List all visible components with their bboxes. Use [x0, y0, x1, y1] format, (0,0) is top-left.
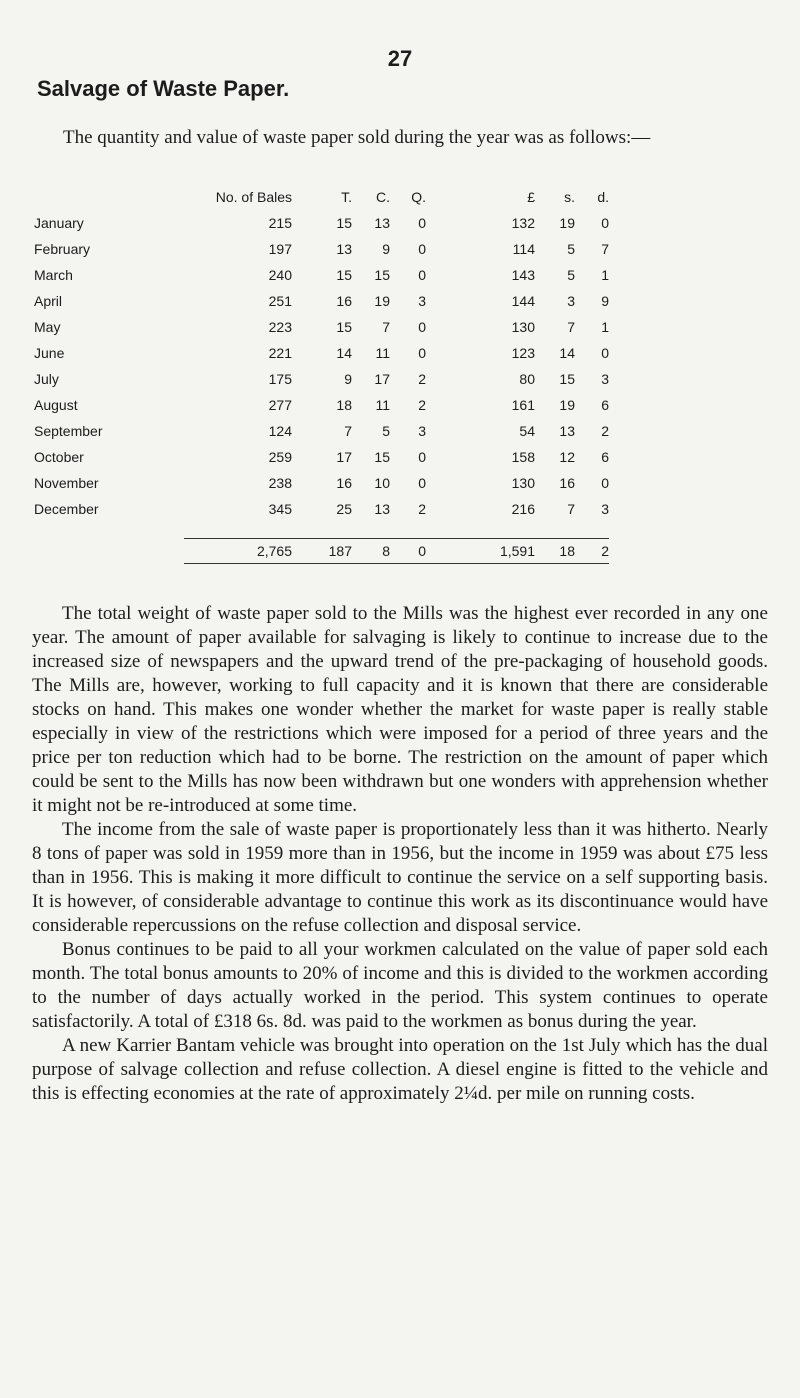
cell-pence: 9 — [601, 293, 609, 309]
cell-shillings: 19 — [559, 215, 575, 231]
cell-tons: 25 — [336, 501, 352, 517]
cell-cwt: 13 — [374, 501, 390, 517]
cell-pence: 1 — [601, 267, 609, 283]
cell-pounds: 80 — [519, 371, 535, 387]
cell-shillings: 7 — [567, 501, 575, 517]
cell-pounds: 130 — [511, 319, 535, 335]
cell-month: June — [34, 345, 65, 361]
cell-month: March — [34, 267, 73, 283]
cell-bales: 345 — [268, 501, 292, 517]
cell-bales: 277 — [268, 397, 292, 413]
cell-cwt: 5 — [382, 423, 390, 439]
cell-tons: 16 — [336, 293, 352, 309]
cell-pence: 6 — [601, 449, 609, 465]
cell-qtr: 2 — [418, 397, 426, 413]
cell-pounds: 144 — [511, 293, 535, 309]
cell-qtr: 3 — [418, 293, 426, 309]
table-row — [28, 470, 609, 496]
table-row — [28, 314, 609, 340]
cell-shillings: 5 — [567, 241, 575, 257]
cell-qtr: 0 — [418, 345, 426, 361]
cell-bales: 238 — [268, 475, 292, 491]
cell-tons: 15 — [336, 215, 352, 231]
table-body — [28, 210, 609, 522]
cell-bales: 251 — [268, 293, 292, 309]
total-cwt: 8 — [352, 539, 390, 564]
cell-shillings: 7 — [567, 319, 575, 335]
cell-shillings: 3 — [567, 293, 575, 309]
cell-qtr: 2 — [418, 371, 426, 387]
cell-bales: 175 — [268, 371, 292, 387]
cell-qtr: 2 — [418, 501, 426, 517]
header-tons: T. — [341, 189, 352, 205]
cell-pence: 1 — [601, 319, 609, 335]
cell-cwt: 11 — [375, 397, 390, 413]
paragraph-3: Bonus continues to be paid to all your workmen calculated on the value of paper sold each month. The total bonus amounts to 20% of income and this is divided to the workmen according to the number of days actually worked in the period. This system continues to operate satisfactorily. A total of £318 6s. 8d. was paid to the workmen as bonus during the year. — [32, 939, 768, 1032]
cell-bales: 197 — [268, 241, 292, 257]
cell-month: January — [34, 215, 84, 231]
cell-month: August — [34, 397, 78, 413]
cell-month: December — [34, 501, 99, 517]
header-cwt: C. — [376, 189, 390, 205]
total-shillings: 18 — [535, 539, 575, 564]
cell-cwt: 19 — [374, 293, 390, 309]
cell-pence: 3 — [601, 371, 609, 387]
cell-qtr: 0 — [418, 449, 426, 465]
total-qtr: 0 — [390, 539, 426, 564]
cell-bales: 223 — [268, 319, 292, 335]
total-tons: 187 — [292, 539, 352, 564]
cell-pence: 6 — [601, 397, 609, 413]
cell-qtr: 3 — [418, 423, 426, 439]
cell-bales: 215 — [268, 215, 292, 231]
total-label-cell — [28, 539, 184, 564]
cell-bales: 124 — [268, 423, 292, 439]
cell-cwt: 13 — [374, 215, 390, 231]
cell-pounds: 216 — [511, 501, 535, 517]
cell-tons: 17 — [336, 449, 352, 465]
cell-bales: 240 — [268, 267, 292, 283]
table-header-row — [28, 184, 609, 210]
cell-tons: 7 — [344, 423, 352, 439]
cell-month: February — [34, 241, 91, 257]
cell-qtr: 0 — [418, 319, 426, 335]
cell-tons: 16 — [336, 475, 352, 491]
cell-qtr: 0 — [418, 267, 426, 283]
cell-month: July — [34, 371, 59, 387]
section-title: Salvage of Waste Paper. — [37, 76, 290, 101]
cell-tons: 18 — [336, 397, 352, 413]
total-bales: 2,765 — [184, 539, 292, 564]
table-row — [28, 496, 609, 522]
cell-bales: 221 — [268, 345, 292, 361]
header-pence: d. — [597, 189, 609, 205]
paragraph-4: A new Karrier Bantam vehicle was brought into operation on the 1st July which has the dual purpose of salvage collection and refuse collection. A diesel engine is fitted to the vehicle and this is effecting economies at the rate of approximately 2¼d. per mile on running costs. — [32, 1035, 768, 1104]
cell-tons: 9 — [344, 371, 352, 387]
intro-paragraph: The quantity and value of waste paper sold during the year was as follows:— — [63, 127, 651, 148]
header-shillings: s. — [564, 189, 575, 205]
table-row — [28, 236, 609, 262]
cell-bales: 259 — [268, 449, 292, 465]
table-total-row — [28, 539, 609, 564]
cell-pence: 0 — [601, 475, 609, 491]
cell-cwt: 15 — [374, 267, 390, 283]
cell-month: April — [34, 293, 63, 309]
total-pence: 2 — [575, 539, 609, 564]
cell-pence: 3 — [601, 501, 609, 517]
header-bales: No. of Bales — [215, 189, 292, 205]
cell-qtr: 0 — [418, 475, 426, 491]
table-row — [28, 210, 609, 236]
cell-pence: 0 — [601, 215, 609, 231]
cell-shillings: 12 — [559, 449, 575, 465]
header-pounds: £ — [527, 189, 535, 205]
table-row — [28, 340, 609, 366]
waste-paper-table — [28, 184, 609, 564]
cell-cwt: 17 — [374, 371, 390, 387]
header-month — [28, 184, 184, 210]
table-row — [28, 392, 609, 418]
cell-pounds: 54 — [519, 423, 535, 439]
cell-shillings: 13 — [559, 423, 575, 439]
cell-month: September — [34, 423, 103, 439]
cell-pence: 0 — [601, 345, 609, 361]
body-text — [32, 602, 768, 1106]
cell-pounds: 143 — [511, 267, 535, 283]
cell-shillings: 16 — [559, 475, 575, 491]
table-row — [28, 444, 609, 470]
cell-cwt: 15 — [374, 449, 390, 465]
cell-pence: 2 — [601, 423, 609, 439]
cell-pounds: 114 — [512, 241, 535, 257]
cell-cwt: 10 — [374, 475, 390, 491]
cell-shillings: 15 — [559, 371, 575, 387]
table-row — [28, 262, 609, 288]
total-pounds: 1,591 — [426, 539, 535, 564]
cell-tons: 14 — [336, 345, 352, 361]
paragraph-2: The income from the sale of waste paper is proportionately less than it was hitherto. Nearly 8 tons of paper was sold in 1959 more than in 1956, but the income in 1959 was about £75 less than in 1956. This is making it more difficult to continue the service on a self supporting basis. It is however, of considerable advantage to continue this work as its discontinuance would have considerable repercussions on the refuse collection and disposal service. — [32, 819, 768, 936]
cell-cwt: 7 — [382, 319, 390, 335]
cell-cwt: 11 — [375, 345, 390, 361]
cell-cwt: 9 — [382, 241, 390, 257]
cell-qtr: 0 — [418, 241, 426, 257]
table-row — [28, 288, 609, 314]
cell-pounds: 123 — [511, 345, 535, 361]
cell-month: May — [34, 319, 61, 335]
page-number: 27 — [387, 46, 413, 71]
cell-month: October — [34, 449, 84, 465]
cell-pounds: 132 — [511, 215, 535, 231]
cell-shillings: 5 — [567, 267, 575, 283]
cell-tons: 15 — [336, 267, 352, 283]
table-row — [28, 418, 609, 444]
table-row — [28, 366, 609, 392]
cell-pounds: 161 — [511, 397, 535, 413]
cell-tons: 13 — [336, 241, 352, 257]
table-spacer-row — [28, 522, 609, 539]
cell-pounds: 130 — [511, 475, 535, 491]
paragraph-1: The total weight of waste paper sold to the Mills was the highest ever recorded in any one year. The amount of paper available for salvaging is likely to continue to increase due to the increased size of newspapers and the upward trend of the pre-packaging of household goods. The Mills are, however, working to full capacity and it is known that there are considerable stocks on hand. This makes one wonder whether the market for waste paper is really stable especially in view of the restrictions which were imposed for a period of three years and the price per ton reduction which had to be borne. The restriction on the amount of paper which could be sent to the Mills has now been withdrawn but one wonders with apprehension whether it might not be re-introduced at some time. — [32, 603, 768, 816]
cell-pounds: 158 — [511, 449, 535, 465]
cell-pence: 7 — [601, 241, 609, 257]
cell-shillings: 19 — [559, 397, 575, 413]
header-qtr: Q. — [411, 189, 426, 205]
cell-month: November — [34, 475, 99, 491]
cell-tons: 15 — [336, 319, 352, 335]
cell-shillings: 14 — [559, 345, 575, 361]
cell-qtr: 0 — [418, 215, 426, 231]
